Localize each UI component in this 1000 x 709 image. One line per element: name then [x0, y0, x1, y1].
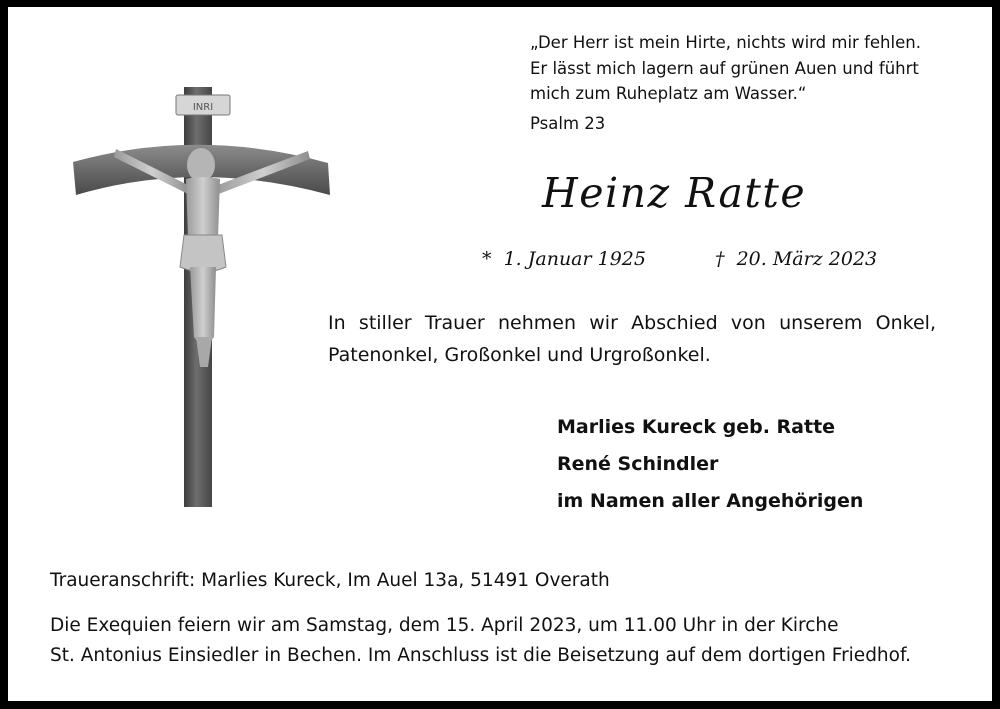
death-symbol: † [715, 248, 725, 270]
deceased-name: Heinz Ratte [542, 169, 807, 217]
birth-symbol: * [482, 248, 492, 270]
crucifix-icon [68, 67, 348, 517]
inri-text: INRI [192, 102, 214, 113]
birth-date [482, 248, 646, 270]
signer-name: Marlies Kureck geb. Ratte [557, 416, 836, 438]
service-line: Die Exequien feiern wir am Samstag, dem 15. April 2023, um 11.00 Uhr in der Kirche [50, 615, 839, 636]
legs [190, 267, 216, 345]
service-info [50, 611, 911, 671]
signers [557, 409, 863, 520]
mourning-text: In stiller Trauer nehmen wir Abschied von unserem Onkel, Patenonkel, Großonkel und Urgroßonkel. [328, 312, 936, 366]
psalm-quote [530, 30, 970, 107]
loincloth [180, 235, 226, 272]
death-date-text: 20. März 2023 [736, 248, 878, 270]
quote-line: Er lässt mich lagern auf grünen Auen und führt [530, 58, 919, 78]
torso [186, 177, 220, 240]
signer-name: René Schindler [557, 453, 719, 475]
death-date [715, 248, 877, 270]
signer-name: im Namen aller Angehörigen [557, 490, 864, 512]
head [187, 148, 215, 182]
quote-line: mich zum Ruheplatz am Wasser.“ [530, 84, 807, 103]
obituary-notice [8, 7, 992, 701]
quote-line: „Der Herr ist mein Hirte, nichts wird mir fehlen. [530, 33, 921, 52]
service-line: St. Antonius Einsiedler in Bechen. Im Anschluss ist die Beisetzung auf dem dortigen Friedhof. [50, 645, 912, 666]
quote-source: Psalm 23 [530, 114, 606, 133]
mourning-address: Traueranschrift: Marlies Kureck, Im Auel 13a, 51491 Overath [50, 570, 610, 591]
birth-date-text: 1. Januar 1925 [503, 248, 646, 270]
